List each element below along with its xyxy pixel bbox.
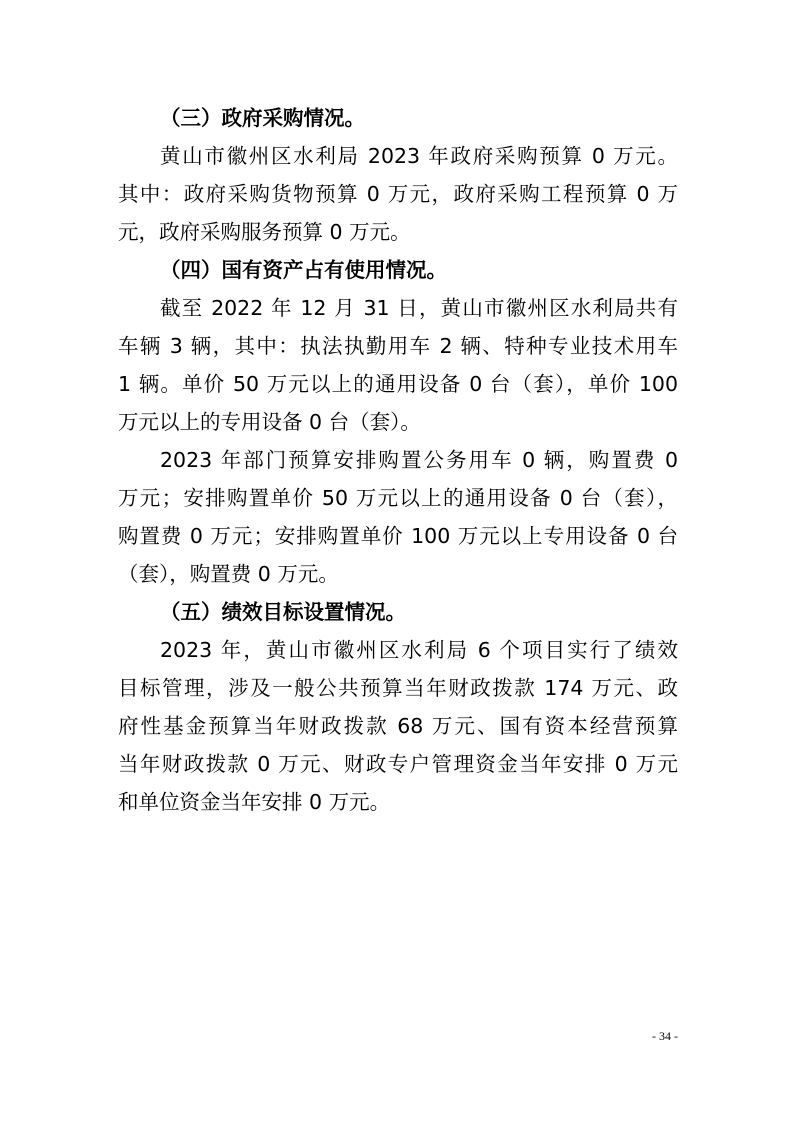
paragraph-line: 截至 2022 年 12 月 31 日，黄山市徽州区水利局共有	[160, 296, 678, 320]
paragraph-line: 1 辆。单价 50 万元以上的通用设备 0 台（套），单价 100	[118, 372, 678, 396]
paragraph-line: 黄山市徽州区水利局 2023 年政府采购预算 0 万元。	[160, 144, 678, 168]
paragraph-line: 当年财政拨款 0 万元、财政专户管理资金当年安排 0 万元	[118, 752, 678, 776]
paragraph-line: 其中：政府采购货物预算 0 万元，政府采购工程预算 0 万	[118, 182, 678, 206]
page-number: - 34 -	[652, 1029, 678, 1043]
paragraph-line: 2023 年部门预算安排购置公务用车 0 辆，购置费 0	[160, 448, 678, 472]
paragraph-line: 万元；安排购置单价 50 万元以上的通用设备 0 台（套），	[118, 486, 678, 510]
paragraph-line: （套），购置费 0 万元。	[118, 562, 339, 586]
section-heading-assets: （四）国有资产占有使用情况。	[160, 258, 447, 282]
paragraph-line: 购置费 0 万元；安排购置单价 100 万元以上专用设备 0 台	[118, 524, 678, 548]
section-heading-procurement: （三）政府采购情况。	[160, 106, 365, 130]
paragraph-line: 目标管理，涉及一般公共预算当年财政拨款 174 万元、政	[118, 676, 678, 700]
paragraph-line: 万元以上的专用设备 0 台（套）。	[118, 410, 421, 434]
paragraph-line: 元，政府采购服务预算 0 万元。	[118, 220, 411, 244]
section-heading-performance: （五）绩效目标设置情况。	[160, 600, 406, 624]
paragraph-line: 和单位资金当年安排 0 万元。	[118, 790, 391, 814]
paragraph-line: 车辆 3 辆，其中：执法执勤用车 2 辆、特种专业技术用车	[118, 334, 678, 358]
paragraph-line: 府性基金预算当年财政拨款 68 万元、国有资本经营预算	[118, 714, 678, 738]
paragraph-line: 2023 年，黄山市徽州区水利局 6 个项目实行了绩效	[160, 638, 678, 662]
